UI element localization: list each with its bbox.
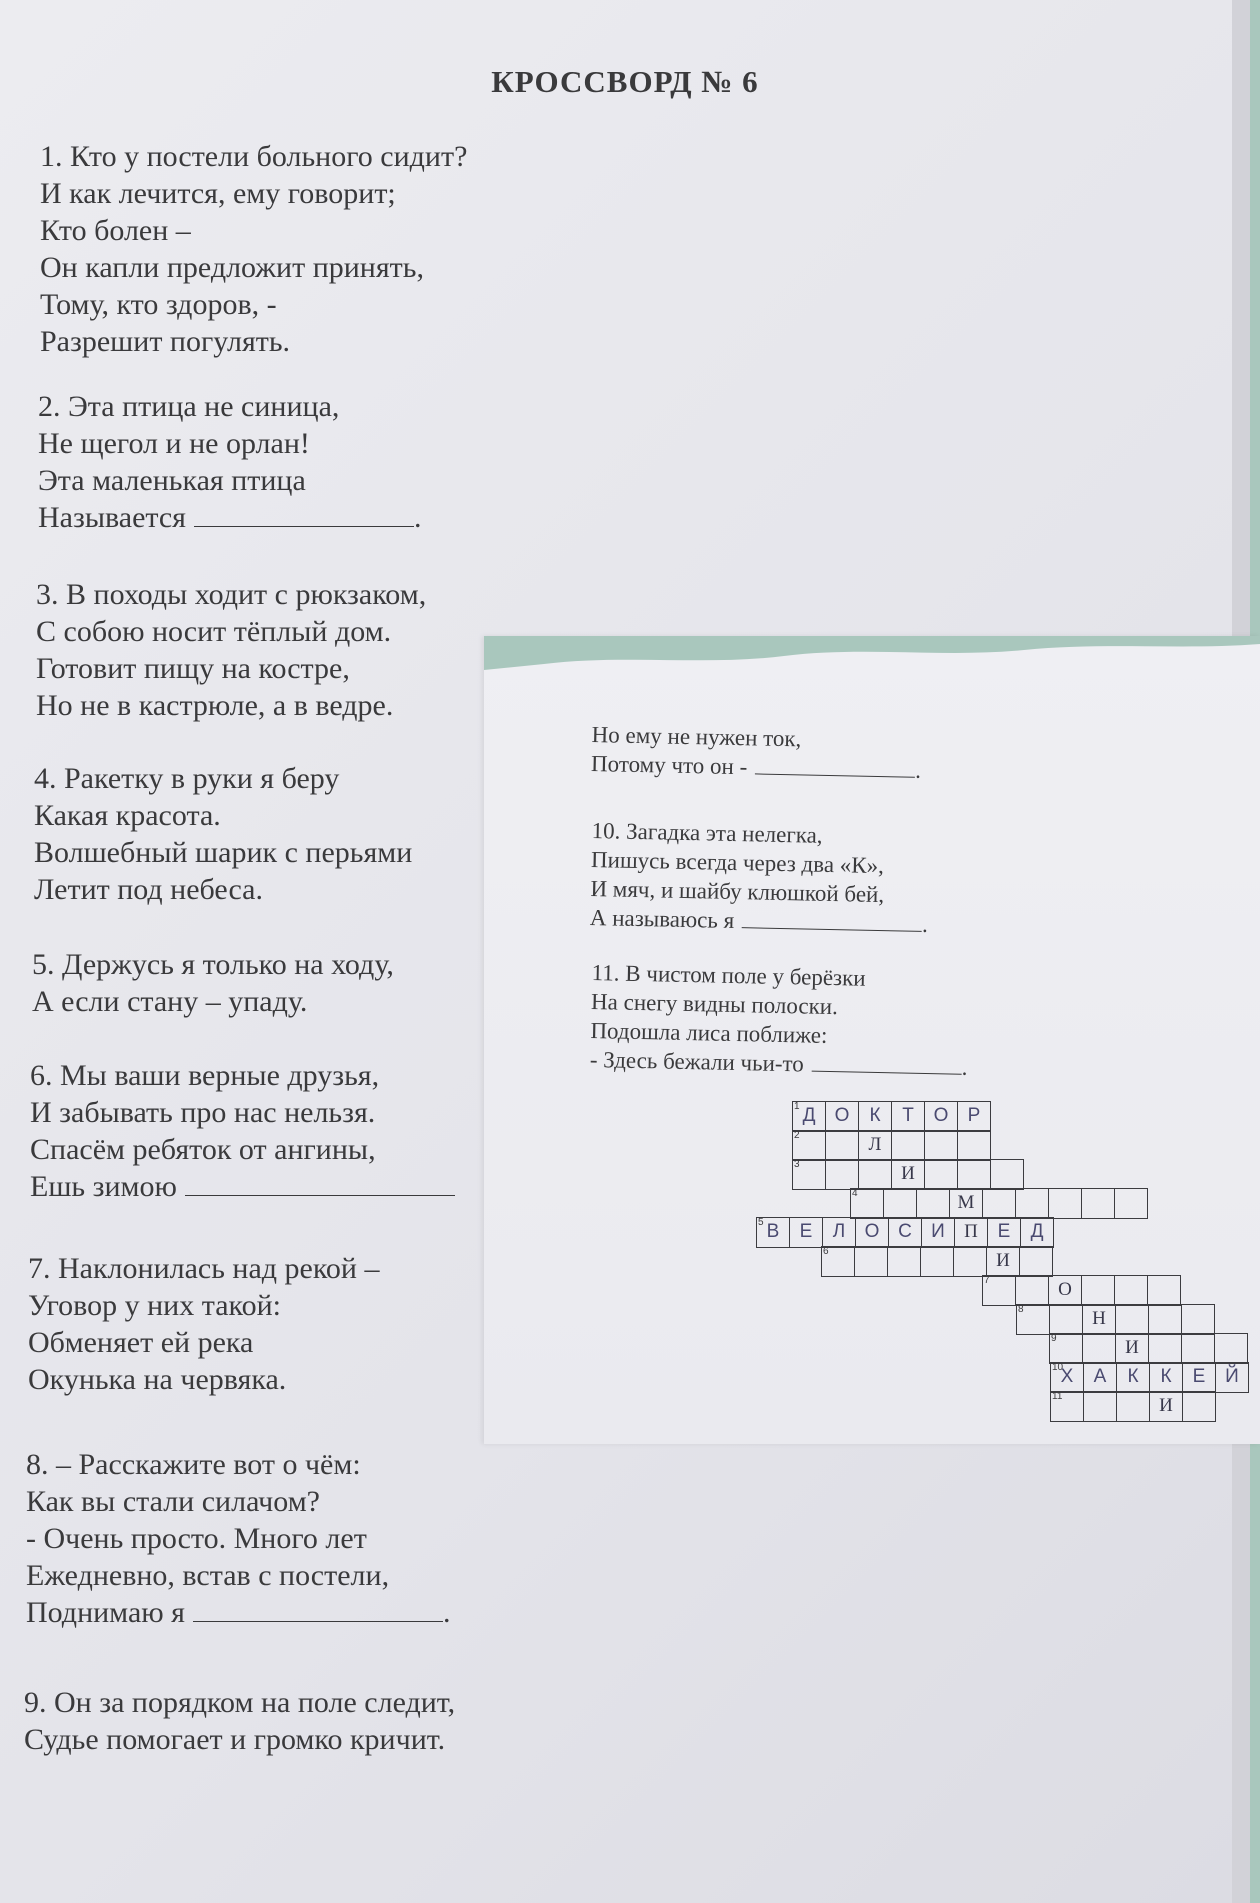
riddle-line: 9. Он за порядком на поле следит, — [24, 1686, 456, 1719]
clue-number: 1 — [794, 1101, 800, 1112]
riddle-tail: . — [914, 757, 922, 783]
riddle-line: Ешь зимою — [30, 1170, 177, 1203]
crossword-cell[interactable] — [1182, 1391, 1216, 1422]
answer-blank[interactable] — [193, 1595, 443, 1622]
riddle-line: Уговор у них такой: — [28, 1289, 281, 1322]
riddle-line: Потому что он - — [590, 750, 748, 780]
crossword-cell[interactable] — [792, 1159, 826, 1190]
clue-number: 8 — [1018, 1304, 1024, 1315]
riddle-tail: . — [921, 911, 929, 938]
riddle-line: Волшебный шарик с перьями — [34, 836, 413, 869]
crossword-cell[interactable] — [1049, 1333, 1083, 1364]
cell-letter: И — [901, 1163, 915, 1184]
riddle-line: Какая красота. — [34, 799, 221, 832]
cell-letter: Х — [1060, 1366, 1074, 1387]
page-title: КРОССВОРД № 6 — [491, 64, 759, 99]
riddle-line: Кто болен – — [40, 214, 191, 247]
crossword-cell[interactable] — [957, 1130, 991, 1161]
cell-letter: Т — [902, 1105, 914, 1126]
riddle-line: 1. Кто у постели больного сидит? — [40, 140, 468, 173]
crossword-cell[interactable] — [1048, 1188, 1082, 1219]
crossword-cell[interactable] — [982, 1275, 1016, 1306]
crossword-cell[interactable] — [1050, 1391, 1084, 1422]
cell-letter: К — [1160, 1366, 1172, 1387]
crossword-cell[interactable] — [1182, 1362, 1216, 1393]
crossword-cell[interactable] — [855, 1217, 889, 1248]
crossword-cell[interactable] — [953, 1246, 987, 1277]
cell-letter: М — [957, 1192, 975, 1213]
riddle-line: Пишусь всегда через два «К», — [590, 846, 885, 879]
riddle-2 — [590, 816, 930, 939]
riddle-1 — [40, 138, 467, 360]
answer-blank[interactable] — [194, 500, 414, 527]
overlay-sheet — [484, 636, 1260, 1444]
riddle-9 — [24, 1684, 455, 1758]
cell-letter: И — [931, 1221, 945, 1242]
crossword-cell[interactable] — [949, 1188, 983, 1219]
crossword-cell[interactable] — [1116, 1391, 1150, 1422]
riddle-line: Называется — [38, 501, 186, 534]
riddle-line: Он капли предложит принять, — [40, 251, 424, 284]
crossword-cell[interactable] — [921, 1217, 955, 1248]
clue-number: 3 — [794, 1159, 800, 1170]
crossword-cell[interactable] — [891, 1101, 925, 1132]
riddle-line: 11. В чистом поле у берёзки — [591, 959, 866, 991]
crossword-cell[interactable] — [1215, 1362, 1249, 1393]
riddle-line: - Очень просто. Много лет — [26, 1522, 367, 1555]
crossword-cell[interactable] — [858, 1130, 892, 1161]
crossword-cell[interactable] — [1149, 1362, 1183, 1393]
riddle-line-with-blank — [38, 499, 421, 536]
crossword-cell[interactable] — [825, 1159, 859, 1190]
cell-letter: Е — [1192, 1366, 1206, 1387]
crossword-cell[interactable] — [1148, 1304, 1182, 1335]
crossword-cell[interactable] — [920, 1246, 954, 1277]
riddle-line-with-blank — [591, 749, 922, 785]
riddle-1 — [591, 720, 922, 785]
crossword-cell[interactable] — [854, 1246, 888, 1277]
crossword-cell[interactable] — [1214, 1333, 1248, 1364]
crossword-cell[interactable] — [858, 1101, 892, 1132]
crossword-cell[interactable] — [891, 1130, 925, 1161]
cell-letter: И — [996, 1250, 1010, 1271]
clue-number: 5 — [758, 1217, 764, 1228]
clue-number: 7 — [984, 1275, 990, 1286]
riddle-line: Разрешит погулять. — [40, 325, 291, 358]
riddle-6 — [30, 1057, 455, 1205]
crossword-cell[interactable] — [1082, 1304, 1116, 1335]
riddle-line: Окунька на червяка. — [28, 1363, 287, 1396]
cell-letter: И — [1159, 1395, 1173, 1416]
crossword-cell[interactable] — [1149, 1391, 1183, 1422]
cell-letter: О — [933, 1105, 949, 1126]
riddle-line: 4. Ракетку в руки я беру — [34, 762, 340, 795]
crossword-cell[interactable] — [858, 1159, 892, 1190]
crossword-cell[interactable] — [957, 1159, 991, 1190]
crossword-cell[interactable] — [986, 1246, 1020, 1277]
crossword-cell[interactable] — [1015, 1188, 1049, 1219]
riddle-line: Тому, кто здоров, - — [40, 288, 277, 321]
torn-edge — [484, 636, 1260, 696]
riddle-line: Готовит пищу на костре, — [36, 652, 350, 685]
riddle-3 — [590, 958, 970, 1082]
cell-letter: Е — [997, 1221, 1011, 1242]
riddle-tail: . — [413, 501, 422, 534]
riddle-line: 7. Наклонилась над рекой – — [28, 1252, 380, 1285]
cell-letter: Л — [868, 1134, 882, 1155]
crossword-cell[interactable] — [825, 1101, 859, 1132]
crossword-cell[interactable] — [888, 1217, 922, 1248]
crossword-cell[interactable] — [1048, 1275, 1082, 1306]
riddle-line: На снегу видны полоски. — [590, 988, 839, 1020]
riddle-line: Летит под небеса. — [34, 873, 263, 906]
riddle-line: А если стану – упаду. — [32, 985, 308, 1018]
crossword-cell[interactable] — [891, 1159, 925, 1190]
cell-letter: Н — [1092, 1308, 1106, 1329]
cell-letter: И — [1125, 1337, 1139, 1358]
crossword-cell[interactable] — [1050, 1362, 1084, 1393]
crossword-cell[interactable] — [1081, 1275, 1115, 1306]
crossword-cell[interactable] — [957, 1101, 991, 1132]
riddle-line-with-blank — [30, 1168, 455, 1205]
riddle-line: Подошла лиса поближе: — [590, 1017, 828, 1048]
cell-letter: С — [898, 1221, 912, 1242]
riddle-line: Эта маленькая птица — [38, 464, 306, 497]
riddle-tail: . — [442, 1596, 451, 1629]
clue-number: 11 — [1052, 1391, 1063, 1402]
cell-letter: О — [1058, 1279, 1072, 1300]
riddle-line: 8. – Расскажите вот о чём: — [26, 1448, 361, 1481]
riddle-line-with-blank — [26, 1594, 450, 1631]
cell-letter: Й — [1225, 1366, 1239, 1387]
riddle-line: Обменяет ей река — [28, 1326, 254, 1359]
crossword-cell[interactable] — [1181, 1333, 1215, 1364]
riddle-tail: . — [961, 1054, 968, 1080]
crossword-cell[interactable] — [1082, 1333, 1116, 1364]
riddle-line: А называюсь я — [589, 904, 735, 933]
crossword-cell[interactable] — [1016, 1304, 1050, 1335]
crossword-cell[interactable] — [987, 1217, 1021, 1248]
answer-blank[interactable] — [185, 1169, 455, 1196]
crossword-cell[interactable] — [887, 1246, 921, 1277]
riddle-4 — [34, 760, 412, 908]
riddle-line: И забывать про нас нельзя. — [30, 1096, 376, 1129]
crossword-cell[interactable] — [1049, 1304, 1083, 1335]
crossword-cell[interactable] — [1083, 1362, 1117, 1393]
riddle-line: - Здесь бежали чьи-то — [589, 1046, 805, 1077]
riddle-line: Но не в кастрюле, а в ведре. — [36, 689, 394, 722]
crossword-cell[interactable] — [1181, 1304, 1215, 1335]
clue-number: 2 — [794, 1130, 800, 1141]
answer-blank[interactable] — [812, 1051, 962, 1075]
crossword-cell[interactable] — [792, 1130, 826, 1161]
clue-number: 4 — [852, 1188, 858, 1199]
riddle-line: Но ему не нужен ток, — [591, 721, 802, 752]
cell-letter: В — [766, 1221, 780, 1242]
crossword-cell[interactable] — [756, 1217, 790, 1248]
crossword-cell[interactable] — [1114, 1188, 1148, 1219]
crossword-cell[interactable] — [1115, 1304, 1149, 1335]
riddle-3 — [36, 576, 426, 724]
riddle-line: И как лечится, ему говорит; — [40, 177, 396, 210]
riddle-8 — [26, 1446, 450, 1631]
crossword-cell[interactable] — [792, 1101, 826, 1132]
crossword-cell[interactable] — [822, 1217, 856, 1248]
crossword-cell[interactable] — [1116, 1362, 1150, 1393]
crossword-cell[interactable] — [1115, 1333, 1149, 1364]
crossword-cell[interactable] — [850, 1188, 884, 1219]
crossword-cell[interactable] — [1114, 1275, 1148, 1306]
cell-letter: К — [869, 1105, 881, 1126]
crossword-cell[interactable] — [990, 1159, 1024, 1190]
crossword-cell[interactable] — [924, 1101, 958, 1132]
crossword-cell[interactable] — [789, 1217, 823, 1248]
crossword-cell[interactable] — [1020, 1217, 1054, 1248]
answer-blank[interactable] — [755, 753, 915, 777]
crossword-cell[interactable] — [1081, 1188, 1115, 1219]
riddle-line: 5. Держусь я только на ходу, — [32, 948, 394, 981]
cell-letter: О — [864, 1221, 880, 1242]
crossword-cell[interactable] — [1019, 1246, 1053, 1277]
answer-blank[interactable] — [742, 907, 922, 932]
riddle-line: Как вы стали силачом? — [26, 1485, 320, 1518]
cell-letter: Р — [967, 1105, 981, 1126]
riddle-line: Не щегол и не орлан! — [38, 427, 310, 460]
cell-letter: Д — [1030, 1221, 1044, 1242]
cell-letter: О — [834, 1105, 850, 1126]
riddle-5 — [32, 946, 394, 1020]
riddle-line-with-blank — [590, 903, 929, 939]
crossword-cell[interactable] — [1015, 1275, 1049, 1306]
cell-letter: Л — [832, 1221, 846, 1242]
crossword-cell[interactable] — [982, 1188, 1016, 1219]
cell-letter: К — [1127, 1366, 1139, 1387]
riddle-line: 10. Загадка эта нелегка, — [591, 817, 823, 848]
crossword-cell[interactable] — [954, 1217, 988, 1248]
crossword-cell[interactable] — [1083, 1391, 1117, 1422]
riddle-line: Поднимаю я — [26, 1596, 185, 1629]
crossword-cell[interactable] — [825, 1130, 859, 1161]
crossword-cell[interactable] — [883, 1188, 917, 1219]
crossword-cell[interactable] — [821, 1246, 855, 1277]
cell-letter: А — [1093, 1366, 1107, 1387]
cell-letter: Е — [799, 1221, 813, 1242]
riddle-line: 3. В походы ходит с рюкзаком, — [36, 578, 427, 611]
riddle-line: Ежедневно, встав с постели, — [26, 1559, 390, 1592]
riddle-line: 2. Эта птица не синица, — [38, 390, 340, 423]
crossword-cell[interactable] — [1147, 1275, 1181, 1306]
riddle-line: Судье помогает и громко кричит. — [24, 1723, 446, 1756]
riddle-2 — [38, 388, 421, 536]
crossword-cell[interactable] — [1148, 1333, 1182, 1364]
cell-letter: Д — [802, 1105, 816, 1126]
riddle-line: Спасём ребяток от ангины, — [30, 1133, 376, 1166]
crossword-cell[interactable] — [924, 1159, 958, 1190]
riddle-line: И мяч, и шайбу клюшкой бей, — [590, 875, 885, 908]
riddle-line: С собою носит тёплый дом. — [36, 615, 392, 648]
riddle-7 — [28, 1250, 379, 1398]
crossword-cell[interactable] — [924, 1130, 958, 1161]
clue-number: 10 — [1052, 1362, 1064, 1373]
cell-letter: П — [964, 1221, 978, 1242]
crossword-cell[interactable] — [916, 1188, 950, 1219]
riddle-line: 6. Мы ваши верные друзья, — [30, 1059, 380, 1092]
clue-number: 9 — [1051, 1333, 1057, 1344]
clue-number: 6 — [823, 1246, 829, 1257]
